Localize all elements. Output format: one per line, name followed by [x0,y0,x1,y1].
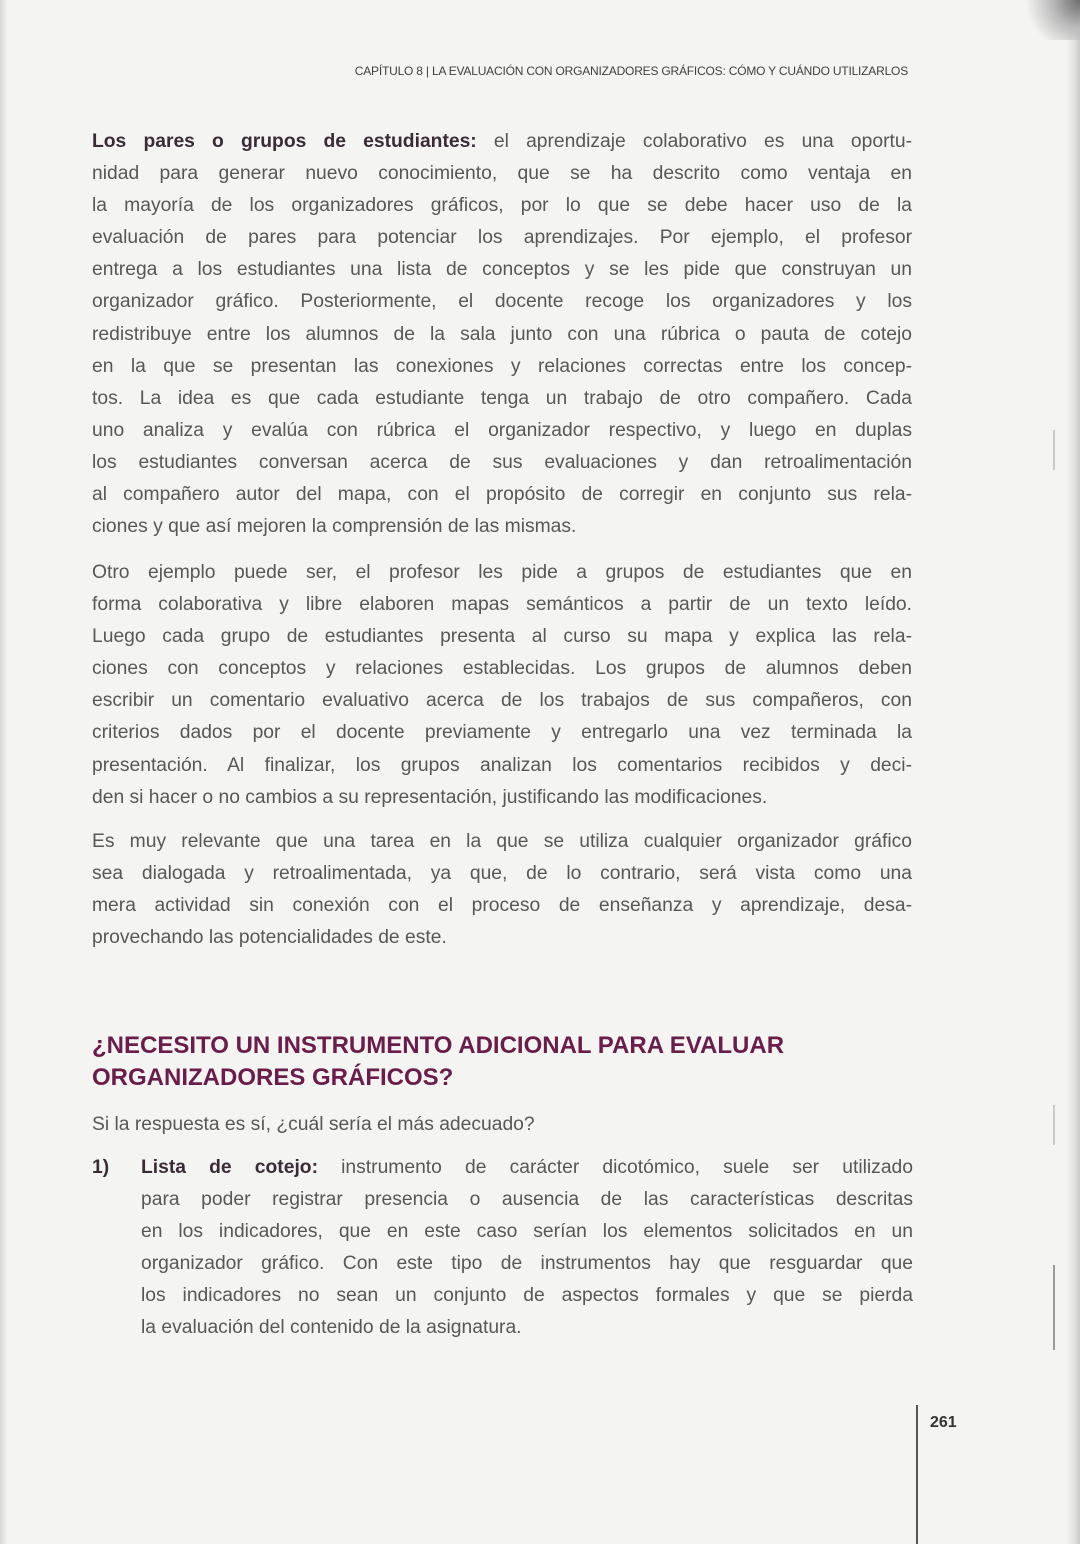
text-line [92,479,912,511]
text-line [92,222,912,254]
text-line [92,621,912,653]
line-text: organizador gráfico. Con este tipo de instrumentos hay que resguardar que [141,1253,913,1275]
text-line [92,782,912,814]
page-number: 261 [930,1414,957,1431]
line-text: la evaluación del contenido de la asignatura. [141,1317,522,1339]
line-text: forma colaborativa y libre elaboren mapas semánticos a partir de un texto leído. [92,594,912,616]
running-header: CAPÍTULO 8 | LA EVALUACIÓN CON ORGANIZADORES GRÁFICOS: CÓMO Y CUÁNDO UTILIZARLOS [354,64,908,78]
text-line [92,557,912,589]
text-line [92,254,912,286]
line-text: en los indicadores, que en este caso serían los elementos solicitados en un [141,1221,913,1243]
line-text: evaluación de pares para potenciar los aprendizajes. Por ejemplo, el profesor [92,227,912,249]
paragraph-relevance [92,826,912,954]
text-line [141,1312,913,1344]
text-line [141,1152,913,1184]
line-text: al compañero autor del mapa, con el propósito de corregir en conjunto sus rela- [92,484,912,506]
line-text: Luego cada grupo de estudiantes presenta al curso su mapa y explica las rela- [92,626,912,648]
scan-mark [1053,430,1055,470]
text-line [92,415,912,447]
text-line [92,383,912,415]
line-text: redistribuye entre los alumnos de la sala junto con una rúbrica o pauta de cotejo [92,323,912,345]
text-line [92,826,912,858]
scan-shadow-left [0,0,8,1544]
scan-mark [1053,1265,1055,1350]
text-line [92,447,912,479]
line-text: mera actividad sin conexión con el proceso de enseñanza y aprendizaje, desa- [92,895,912,917]
scan-shadow-right [1066,0,1080,1544]
line-text: escribir un comentario evaluativo acerca de los trabajos de sus compañeros, con [92,690,912,712]
line-text: los estudiantes conversan acerca de sus evaluaciones y dan retroalimentación [92,451,912,473]
line-text: en la que se presentan las conexiones y relaciones correctas entre los concep- [92,355,912,377]
list-item-checklist [141,1152,913,1345]
line-text: entrega a los estudiantes una lista de conceptos y se les pide que construyan un [92,259,912,281]
line-text: Otro ejemplo puede ser, el profesor les pide a grupos de estudiantes que en [92,562,912,583]
line-text: organizador gráfico. Posteriormente, el docente recoge los organizadores y los [92,291,912,313]
text-line [92,653,912,685]
text-line [92,890,912,922]
text-line [92,190,912,222]
text-line [92,511,912,543]
section-heading-line: ¿NECESITO UN INSTRUMENTO ADICIONAL PARA EVALUAR [92,1032,785,1059]
text-line [141,1280,913,1312]
lead-in-bold: Lista de cotejo: [141,1157,318,1178]
paragraph-example [92,557,912,814]
line-text: presentación. Al finalizar, los grupos analizan los comentarios recibidos y deci- [92,754,912,776]
text-line [92,351,912,383]
line-text: ciones y que así mejoren la comprensión de las mismas. [92,516,577,538]
line-text: uno analiza y evalúa con rúbrica el organizador respectivo, y luego en duplas [92,419,912,441]
line-text: ciones con conceptos y relaciones establecidas. Los grupos de alumnos deben [92,658,912,680]
line-text: criterios dados por el docente previamente y entregarlo una vez terminada la [92,722,912,744]
text-line [92,126,912,158]
line-text: den si hacer o no cambios a su representación, justificando las modificaciones. [92,786,768,808]
text-line [92,717,912,749]
line-text: provechando las potencialidades de este. [92,927,447,949]
text-line [141,1184,913,1216]
section-question: Si la respuesta es sí, ¿cuál sería el más adecuado? [92,1114,535,1135]
list-item-number: 1) [92,1157,110,1178]
paragraph-peer-groups [92,126,912,543]
text-line [92,319,912,351]
section-heading-line: ORGANIZADORES GRÁFICOS? [92,1064,454,1091]
text-line [92,750,912,782]
line-text: la mayoría de los organizadores gráficos, por lo que se debe hacer uso de la [92,195,912,217]
line-text: tos. La idea es que cada estudiante tenga un trabajo de otro compañero. Cada [92,387,912,409]
section-heading [92,1030,784,1094]
lead-in-bold: Los pares o grupos de estudiantes: [92,131,477,152]
scan-corner-shadow [1020,0,1080,40]
line-text: nidad para generar nuevo conocimiento, que se ha descrito como ventaja en [92,163,912,185]
line-text: sea dialogada y retroalimentada, ya que, de lo contrario, será vista como una [92,863,912,885]
text-line [92,685,912,717]
line-text: para poder registrar presencia o ausencia de las características descritas [141,1189,913,1211]
line-text: instrumento de carácter dicotómico, suele ser utilizado [318,1157,913,1178]
page-number-rule [916,1405,918,1544]
scan-mark [1053,1105,1055,1145]
line-text: el aprendizaje colaborativo es una oportu- [476,131,912,152]
text-line [141,1248,913,1280]
line-text: los indicadores no sean un conjunto de aspectos formales y que se pierda [141,1285,913,1307]
text-line [92,922,912,954]
text-line [92,286,912,318]
text-line [141,1216,913,1248]
text-line [92,858,912,890]
text-line [92,589,912,621]
line-text: Es muy relevante que una tarea en la que se utiliza cualquier organizador gráfico [92,831,912,852]
text-line [92,158,912,190]
